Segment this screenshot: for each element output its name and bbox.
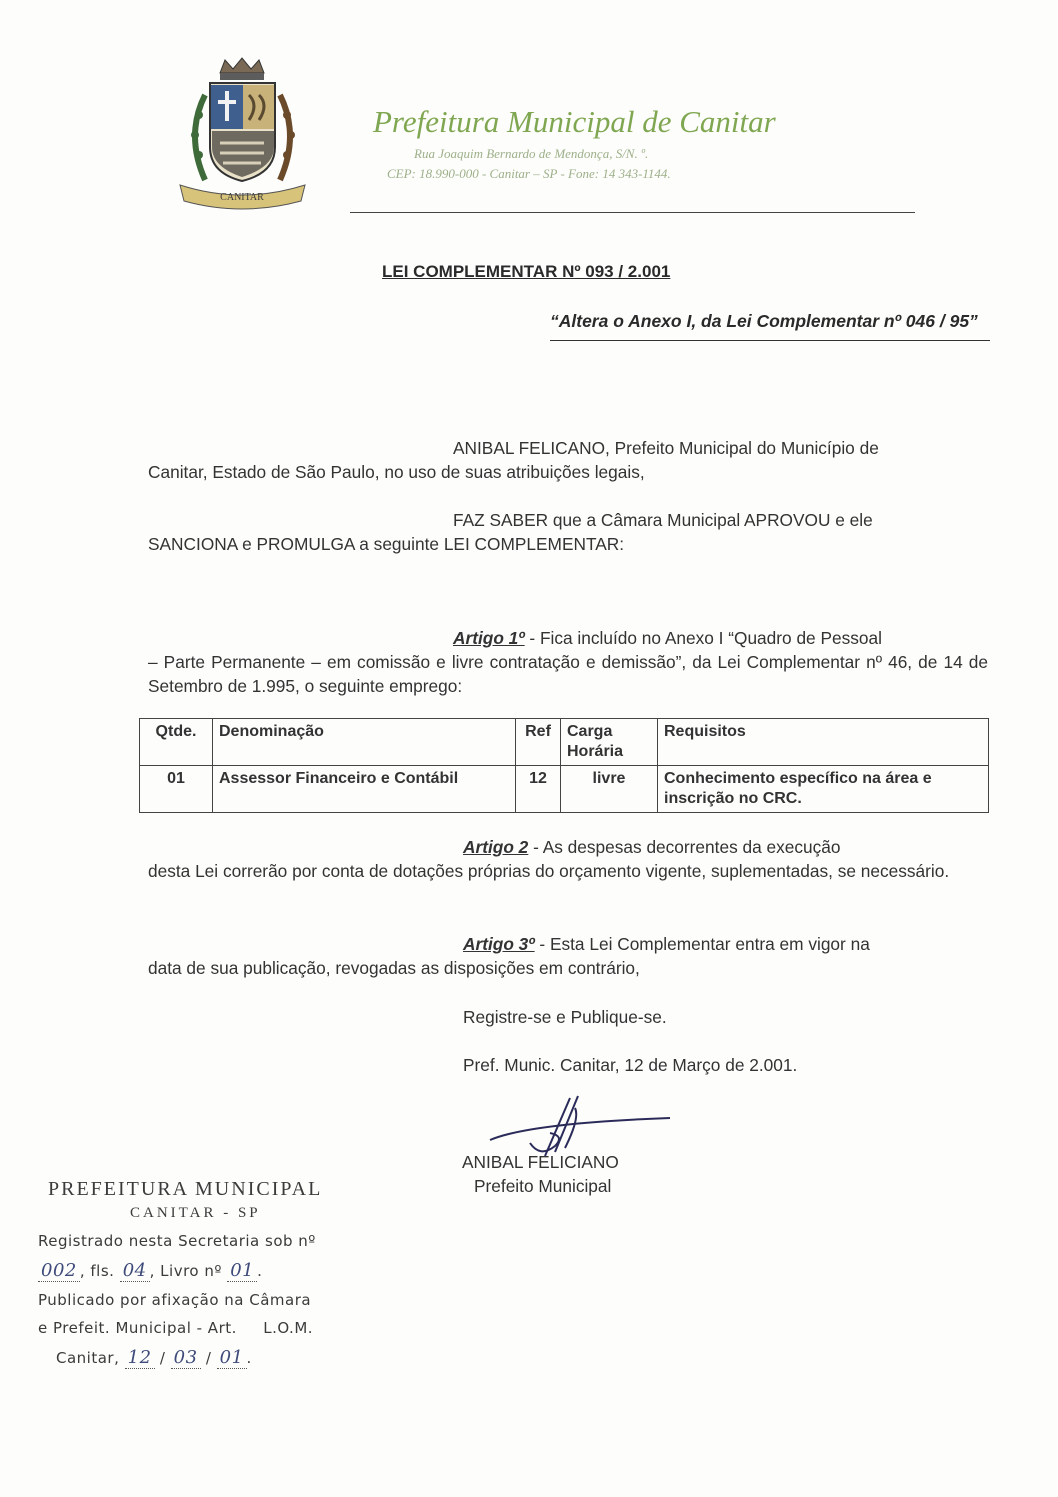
table-header-cell: Ref: [516, 719, 561, 766]
stamp-month: 03: [171, 1347, 201, 1369]
article-3-label: Artigo 3º: [463, 934, 535, 954]
article-1-lead: - Fica incluído no Anexo I “Quadro de Pessoal: [524, 628, 882, 648]
table-cell: 01: [140, 766, 213, 813]
letterhead-contact: CEP: 18.990-000 - Canitar – SP - Fone: 14 343-1144.: [387, 166, 671, 181]
table-cell: livre: [561, 766, 658, 813]
stamp-city: Canitar,: [56, 1349, 120, 1367]
registration-stamp: [38, 1178, 383, 1368]
preamble-1-rest: Canitar, Estado de São Paulo, no uso de suas atribuições legais,: [148, 462, 645, 482]
signatory-name: ANIBAL FELICIANO: [462, 1152, 619, 1172]
crest-ribbon-text: CANITAR: [220, 192, 264, 203]
stamp-day: 12: [125, 1347, 155, 1369]
stamp-line-6: e Prefeit. Municipal - Art. L.O.M.: [38, 1319, 314, 1337]
stamp-livro: 01: [227, 1260, 257, 1282]
stamp-date-line: Canitar, 12 / 03 / 01 .: [56, 1347, 252, 1368]
article-1-heading: [453, 626, 882, 650]
stamp-livro-label: Livro nº: [160, 1262, 222, 1280]
stamp-reg-no: 002: [38, 1260, 80, 1282]
article-1-body: – Parte Permanente – em comissão e livre contratação e demissão”, da Lei Complementar nº 46, de 14 de Setembro de 1.995, o seguinte emprego:: [148, 652, 988, 696]
table-cell: Assessor Financeiro e Contábil: [213, 766, 516, 813]
article-2-lead: - As despesas decorrentes da execução: [528, 837, 841, 857]
stamp-line-5: Publicado por afixação na Câmara: [38, 1291, 312, 1309]
table-header-cell: Requisitos: [658, 719, 989, 766]
table-header-cell: Carga Horária: [561, 719, 658, 766]
letterhead-address: Rua Joaquim Bernardo de Mendonça, S/N. º.: [414, 146, 649, 161]
table-header-cell: Denominação: [213, 719, 516, 766]
article-3-heading: [463, 932, 870, 956]
table-row: [140, 766, 989, 813]
stamp-line-4: 002 , fls. 04 , Livro nº 01 .: [38, 1260, 383, 1281]
table-cell: 12: [516, 766, 561, 813]
table-cell: Conhecimento específico na área e inscrição no CRC.: [658, 766, 989, 813]
preamble-2-rest: SANCIONA e PROMULGA a seguinte LEI COMPLEMENTAR:: [148, 534, 625, 554]
article-2-heading: [463, 835, 841, 859]
article-1-label: Artigo 1º: [453, 628, 525, 648]
signatory-role: Prefeito Municipal: [474, 1176, 612, 1196]
stamp-fls-label: fls.: [90, 1262, 115, 1280]
stamp-line-1: PREFEITURA MUNICIPAL: [48, 1178, 323, 1200]
article-2-body: desta Lei correrão por conta de dotações próprias do orçamento vigente, suplementadas, se necessário.: [148, 861, 950, 881]
stamp-fls: 04: [120, 1260, 150, 1282]
letterhead-title: Prefeitura Municipal de Canitar: [373, 104, 776, 139]
letterhead-divider: [350, 212, 915, 213]
article-2-label: Artigo 2: [463, 837, 529, 857]
preamble-1-lead: ANIBAL FELICANO, Prefeito Municipal do Município de: [453, 438, 879, 458]
article-3-lead: - Esta Lei Complementar entra em vigor na: [534, 934, 870, 954]
municipal-crest-logo: [175, 55, 310, 215]
publish-clause: Registre-se e Publique-se.: [463, 1007, 667, 1027]
employment-table: [139, 718, 989, 813]
preamble-2-lead: FAZ SABER que a Câmara Municipal APROVOU e ele: [453, 510, 873, 530]
stamp-line-2: CANITAR - SP: [130, 1205, 261, 1221]
stamp-line-3: Registrado nesta Secretaria sob nº: [38, 1232, 316, 1250]
law-title: LEI COMPLEMENTAR Nº 093 / 2.001: [382, 262, 671, 281]
article-3-body: data de sua publicação, revogadas as disposições em contrário,: [148, 958, 640, 978]
table-header-cell: Qtde.: [140, 719, 213, 766]
date-line: Pref. Munic. Canitar, 12 de Março de 2.001.: [463, 1055, 798, 1075]
table-header-row: [140, 719, 989, 766]
law-ementa: “Altera o Anexo I, da Lei Complementar nº 046 / 95”: [550, 309, 990, 341]
stamp-year: 01: [217, 1347, 247, 1369]
